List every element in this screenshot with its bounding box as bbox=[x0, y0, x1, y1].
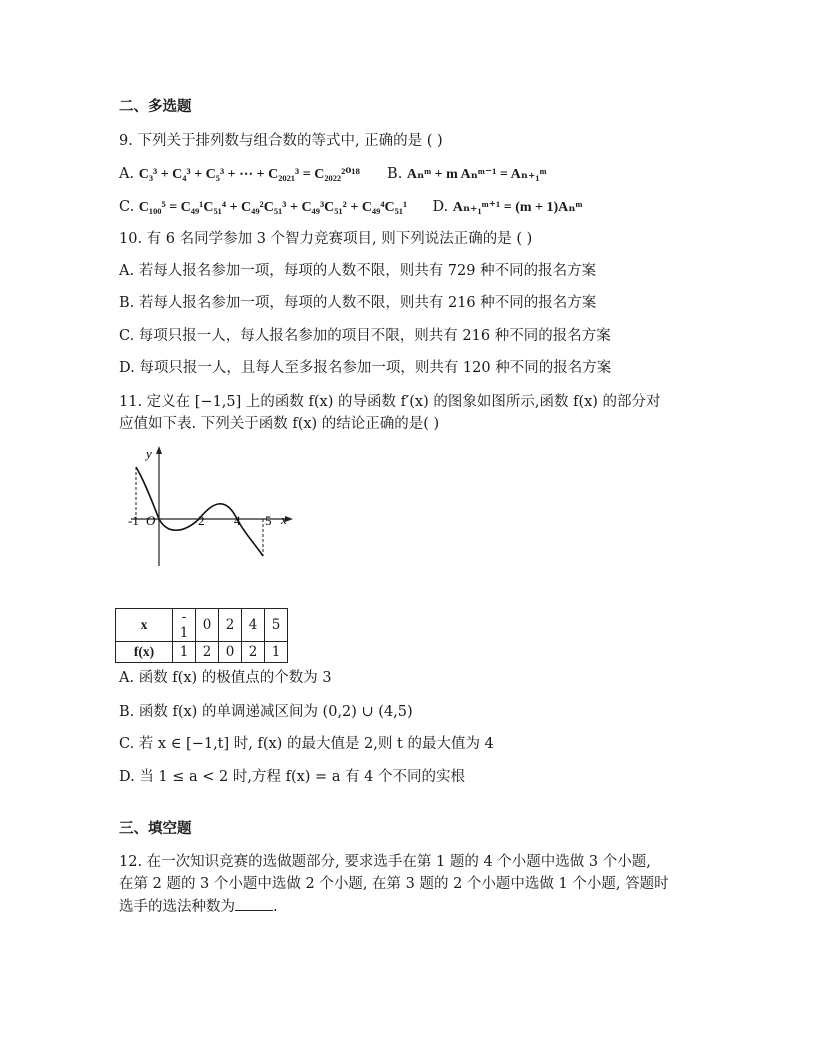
table-cell: 2 bbox=[242, 642, 265, 663]
table-cell: 2 bbox=[219, 609, 242, 642]
question-10-stem: 10. 有 6 名同学参加 3 个智力竞赛项目, 则下列说法正确的是 ( ) bbox=[119, 231, 533, 247]
table-header-cell: f(x) bbox=[116, 642, 173, 663]
table-cell: 4 bbox=[242, 609, 265, 642]
question-11-option-c: C. 若 x ∈ [−1,t] 时, f(x) 的最大值是 2,则 t 的最大值为 4 bbox=[119, 736, 494, 752]
table-cell: 5 bbox=[265, 609, 288, 642]
table-cell: 2 bbox=[196, 642, 219, 663]
table-cell: 1 bbox=[173, 642, 196, 663]
table-row bbox=[116, 609, 288, 642]
derivative-curve bbox=[136, 467, 263, 556]
option-label: C. bbox=[119, 199, 135, 215]
table-row bbox=[116, 642, 288, 663]
question-11-stem-line2: 应值如下表. 下列关于函数 f(x) 的结论正确的是( ) bbox=[119, 416, 440, 432]
option-label: B. bbox=[387, 166, 403, 182]
table-cell: - 1 bbox=[173, 609, 196, 642]
question-12-line3-text: 选手的选法种数为 bbox=[119, 899, 235, 915]
section-title-multiple-choice: 二、多选题 bbox=[119, 99, 192, 115]
question-10-option-d: D. 每项只报一人，且每人至多报名参加一项，则共有 120 种不同的报名方案 bbox=[119, 360, 612, 376]
question-12-line3 bbox=[119, 896, 278, 917]
tick-label-neg1: -1 bbox=[128, 513, 139, 528]
tick-label-5: 5 bbox=[265, 513, 272, 528]
table-cell: 1 bbox=[265, 642, 288, 663]
table-cell: 0 bbox=[219, 642, 242, 663]
option-b-formula: Aₙᵐ + m Aₙᵐ⁻¹ = Aₙ₊₁ᵐ bbox=[406, 167, 547, 182]
question-9-options-ab bbox=[119, 164, 546, 185]
option-c-formula: C₁₀₀⁵ = C₄₉¹C₅₁⁴ + C₄₉²C₅₁³ + C₄₉³C₅₁² + C₄₉⁴C₅₁¹ bbox=[138, 200, 408, 215]
y-axis-label: y bbox=[146, 446, 152, 461]
question-11-option-d: D. 当 1 ≤ a < 2 时,方程 f(x) = a 有 4 个不同的实根 bbox=[119, 769, 466, 785]
tick-label-2: 2 bbox=[198, 513, 205, 528]
table-cell: 0 bbox=[196, 609, 219, 642]
answer-blank[interactable] bbox=[235, 896, 273, 911]
option-label: A. bbox=[119, 166, 135, 182]
question-11-option-b: B. 函数 f(x) 的单调递减区间为 (0,2) ∪ (4,5) bbox=[119, 704, 413, 720]
question-9-stem: 9. 下列关于排列数与组合数的等式中, 正确的是 ( ) bbox=[119, 133, 443, 149]
origin-label: O bbox=[146, 513, 156, 528]
y-axis-arrow bbox=[156, 446, 162, 454]
question-11-option-a: A. 函数 f(x) 的极值点的个数为 3 bbox=[119, 670, 332, 686]
question-10-option-c: C. 每项只报一人，每人报名参加的项目不限，则共有 216 种不同的报名方案 bbox=[119, 328, 611, 344]
question-12-line1: 12. 在一次知识竞赛的选做题部分, 要求选手在第 1 题的 4 个小题中选做 3 个小题, bbox=[119, 854, 651, 870]
tick-label-4: 4 bbox=[234, 513, 241, 528]
section-title-fill-in: 三、填空题 bbox=[119, 821, 192, 837]
question-12-period: . bbox=[273, 899, 278, 915]
question-10-option-b: B. 若每人报名参加一项，每项的人数不限，则共有 216 种不同的报名方案 bbox=[119, 295, 597, 311]
option-d-formula: Aₙ₊₁ᵐ⁺¹ = (m + 1)Aₙᵐ bbox=[452, 200, 583, 215]
function-value-table bbox=[115, 608, 288, 663]
question-9-options-cd bbox=[119, 197, 582, 218]
option-a-formula: C₃³ + C₄³ + C₅³ + ⋯ + C₂₀₂₁³ = C₂₀₂₂²⁰¹⁸ bbox=[138, 167, 360, 182]
option-label: D. bbox=[432, 199, 449, 215]
question-12-line2: 在第 2 题的 3 个小题中选做 2 个小题, 在第 3 题的 2 个小题中选做 1 个小题, 答题时 bbox=[119, 876, 669, 892]
table-header-cell: x bbox=[116, 609, 173, 642]
x-axis-label: x bbox=[281, 512, 287, 527]
question-10-option-a: A. 若每人报名参加一项，每项的人数不限，则共有 729 种不同的报名方案 bbox=[119, 263, 597, 279]
derivative-graph bbox=[115, 442, 300, 572]
question-11-stem-line1: 11. 定义在 [−1,5] 上的函数 f(x) 的导函数 f′(x) 的图象如图所示,函数 f(x) 的部分对 bbox=[119, 394, 661, 410]
